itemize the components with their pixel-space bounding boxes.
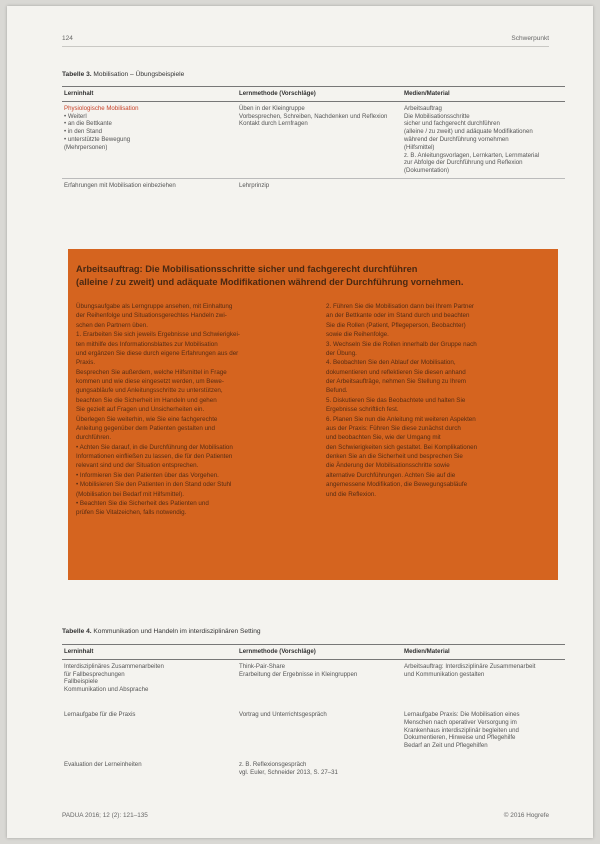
table4-cell (237, 659, 402, 697)
assignment-line: gungsabläufe und Anleitungsschritte zu unterstützen, (76, 387, 223, 395)
assignment-line: beachten Sie die Sicherheit im Handeln und gehen (76, 396, 217, 404)
cell-line: (alleine / zu zweit) und adäquate Modifikationen (404, 128, 533, 136)
cell-line: Lernaufgabe Praxis: Die Mobilisation eines (404, 710, 520, 718)
table3-header-row (62, 87, 565, 102)
assignment-line: Überlegen Sie weiterhin, wie Sie eine fachgerechte (76, 415, 218, 423)
cell-line: (Hilfsmittel) (404, 143, 435, 151)
cell-line: Think-Pair-Share (239, 662, 286, 670)
assignment-line: kommen und wie diese eingesetzt werden, um Bewe- (76, 378, 224, 385)
table3-cell (62, 178, 237, 192)
cell-line: Vortrag und Unterrichtsgespräch (239, 710, 327, 718)
assignment-line: Übungsaufgabe als Lerngruppe ansehen, mit Einhaltung (76, 303, 233, 310)
cell-line: Fallbeispiele (64, 678, 98, 686)
table3-cell (62, 101, 237, 178)
assignment-line: 1. Erarbeiten Sie sich jeweils Ergebnisse und Schwierigkei- (76, 331, 240, 339)
footer-publisher: © 2016 Hogrefe (503, 812, 549, 819)
assignment-box (68, 249, 558, 580)
cell-line: • unterstützte Bewegung (64, 135, 131, 143)
table4-header-cell: Lernmethode (Vorschläge) (237, 645, 402, 660)
cell-line: Erfahrungen mit Mobilisation einbeziehen (64, 181, 176, 189)
table3-cell (402, 178, 565, 192)
cell-line: • Weiterl (64, 112, 87, 120)
cell-line: z. B. Reflexionsgespräch (239, 760, 307, 768)
assignment-line: Befund. (326, 387, 348, 395)
assignment-line: 3. Wechseln Sie die Rollen innerhalb der Gruppe nach (326, 340, 477, 348)
table4-cell (237, 753, 402, 780)
assignment-line: prüfen Sie Vitalzeichen, falls notwendig. (76, 509, 187, 517)
table4-cell (62, 659, 237, 697)
cell-line: Evaluation der Lerneinheiten (64, 760, 142, 768)
table4-header-row (62, 645, 565, 660)
assignment-line: an der Bettkante oder im Stand durch und beachten (326, 312, 470, 320)
assignment-line: ten mithilfe des Informationsblattes zur Mobilisation (76, 340, 218, 348)
table-row (62, 101, 565, 178)
assignment-line: 2. Führen Sie die Mobilisation dann bei Ihrem Partner (326, 303, 474, 310)
table3-cell (402, 101, 565, 178)
assignment-right-column (326, 302, 552, 499)
assignment-line: und ergänzen Sie diese durch eigene Erfahrungen aus der (76, 349, 239, 357)
assignment-line: der Arbeitsaufträge, nehmen Sie Stellung zu Ihrem (326, 378, 467, 385)
assignment-line: der Reihenfolge und Situationsgerechtes Handeln zwi- (76, 312, 227, 320)
table3-caption (62, 71, 184, 78)
cell-line: Kommunikation und Absprache (64, 686, 149, 694)
section-label: Schwerpunkt (511, 35, 549, 42)
assignment-line: Besprechen Sie außerdem, welche Hilfsmittel in Frage (76, 368, 227, 376)
table3 (62, 86, 565, 193)
table4-caption-text: Kommunikation und Handeln im interdisziplinären Setting (93, 628, 261, 635)
cell-line: Bedarf an Zeit und Pflegehilfen (404, 742, 488, 750)
cell-line: (Mehrpersonen) (64, 143, 108, 151)
assignment-line: aus der Praxis: Führen Sie diese zunächst durch (326, 424, 461, 432)
cell-line: Kontakt durch Lernfragen (239, 120, 308, 128)
assignment-line: • Achten Sie darauf, in die Durchführung der Mobilisation (76, 443, 233, 451)
cell-line: (Dokumentation) (404, 167, 450, 175)
page-number: 124 (62, 35, 73, 42)
assignment-line: denken Sie an die Sicherheit und besprechen Sie (326, 453, 463, 460)
document-page (7, 6, 593, 838)
assignment-line: Sie gezielt auf Fragen und Unsicherheiten ein. (76, 406, 205, 414)
cell-line: zur Abfolge der Durchführung und Reflexion (404, 159, 523, 167)
assignment-title-line: (alleine / zu zweit) und adäquate Modifikationen während der Durchführung vornehmen. (76, 277, 464, 288)
cell-line: Interdisziplinäres Zusammenarbeiten (64, 662, 164, 670)
assignment-line: alternative Durchführungen. Achten Sie auf die (326, 471, 456, 479)
cell-line: • an die Bettkante (64, 120, 112, 128)
cell-line: Physiologische Mobilisation (64, 104, 139, 112)
cell-line: Vorbesprechen, Schreiben, Nachdenken und Reflexion (239, 112, 388, 120)
table4-cell (402, 753, 565, 780)
cell-line: • in den Stand (64, 128, 103, 136)
cell-line: Menschen nach operativer Versorgung im (404, 718, 517, 726)
cell-line: für Fallbesprechungen (64, 670, 125, 678)
cell-line: sicher und fachgerecht durchführen (404, 120, 500, 128)
table-row (62, 753, 565, 780)
assignment-line: relevant sind und der Situation entsprechen. (76, 462, 199, 470)
cell-line: Die Mobilisationsschritte (404, 112, 470, 120)
cell-line: Arbeitsauftrag: Interdisziplinäre Zusammenarbeit (404, 662, 536, 670)
assignment-line: und beobachten Sie, wie der Umgang mit (326, 434, 441, 442)
assignment-title-line: Arbeitsauftrag: Die Mobilisationsschritte sicher und fachgerecht durchführen (76, 264, 418, 274)
assignment-left-column (76, 302, 308, 518)
table4-header-cell: Medien/Material (402, 645, 565, 660)
assignment-line: (Mobilisation bei Bedarf mit Hilfsmittel). (76, 490, 185, 498)
table4-caption (62, 628, 261, 635)
assignment-title (76, 263, 554, 289)
table-row (62, 697, 565, 753)
assignment-line: sowie die Reihenfolge. (326, 331, 389, 339)
table-row (62, 178, 565, 192)
cell-line: Krankenhaus interdisziplinär begleiten und (404, 726, 519, 734)
table4-cell (402, 659, 565, 697)
cell-line: Erarbeitung der Ergebnisse in Kleingruppen (239, 670, 358, 678)
footer-citation: PADUA 2016; 12 (2): 121–135 (62, 812, 148, 819)
table4-cell (237, 697, 402, 753)
assignment-line: 4. Beobachten Sie den Ablauf der Mobilisation, (326, 359, 456, 367)
assignment-line: Anleitung gegenüber dem Patienten gestalten und (76, 424, 215, 432)
assignment-line: • Informieren Sie den Patienten über das Vorgehen. (76, 471, 219, 479)
assignment-line: die Änderung der Mobilisationsschritte sowie (326, 462, 450, 470)
header-rule (62, 46, 549, 47)
table-row (62, 659, 565, 697)
cell-line: Lehrprinzip (239, 181, 270, 189)
table3-header-cell: Medien/Material (402, 87, 565, 102)
assignment-line: dokumentieren und reflektieren Sie diesen anhand (326, 368, 466, 376)
assignment-line: 6. Planen Sie nun die Anleitung mit weiteren Aspekten (326, 415, 476, 423)
assignment-line: den Schwierigkeiten sich gestaltet. Bei Komplikationen (326, 443, 478, 451)
assignment-line: durchführen. (76, 434, 112, 442)
table3-header-cell: Lernmethode (Vorschläge) (237, 87, 402, 102)
table4-header-cell: Lerninhalt (62, 645, 237, 660)
assignment-line: und die Reflexion. (326, 490, 377, 498)
cell-line: Arbeitsauftrag (404, 104, 442, 112)
table4-cell (62, 697, 237, 753)
cell-line: Üben in der Kleingruppe (239, 104, 305, 112)
table3-cell (237, 178, 402, 192)
table4 (62, 644, 565, 780)
assignment-line: Ergebnisse schriftlich fest. (326, 406, 399, 414)
assignment-line: der Übung. (326, 349, 357, 357)
table3-cell (237, 101, 402, 178)
assignment-line: angemessene Modifikation, die Bewegungsabläufe (326, 481, 468, 489)
table3-caption-text: Mobilisation – Übungsbeispiele (93, 71, 185, 78)
table4-caption-number: Tabelle 4. (62, 628, 92, 635)
assignment-line: Sie die Rollen (Patient, Pflegeperson, Beobachter) (326, 321, 466, 329)
cell-line: z. B. Anleitungsvorlagen, Lernkarten, Lernmaterial (404, 151, 540, 159)
assignment-line: • Beachten Sie die Sicherheit des Patienten und (76, 499, 209, 507)
table3-caption-number: Tabelle 3. (62, 71, 92, 78)
assignment-line: Praxis. (76, 359, 96, 367)
table4-cell (402, 697, 565, 753)
cell-line: während der Durchführung vornehmen (404, 135, 509, 143)
cell-line: vgl. Euler, Schneider 2013, S. 27–31 (239, 768, 338, 776)
assignment-line: schen den Partnern üben. (76, 321, 148, 329)
table3-header-cell: Lerninhalt (62, 87, 237, 102)
cell-line: und Kommunikation gestalten (404, 670, 485, 678)
cell-line: Lernaufgabe für die Praxis (64, 710, 136, 718)
assignment-line: Informationen einfließen zu lassen, die für den Patienten (76, 453, 233, 460)
assignment-line: 5. Diskutieren Sie das Beobachtete und halten Sie (326, 396, 466, 404)
assignment-line: • Mobilisieren Sie den Patienten in den Stand oder Stuhl (76, 481, 232, 489)
table4-cell (62, 753, 237, 780)
cell-line: Dokumentieren, Hinweise und Pflegehilfe (404, 734, 516, 742)
